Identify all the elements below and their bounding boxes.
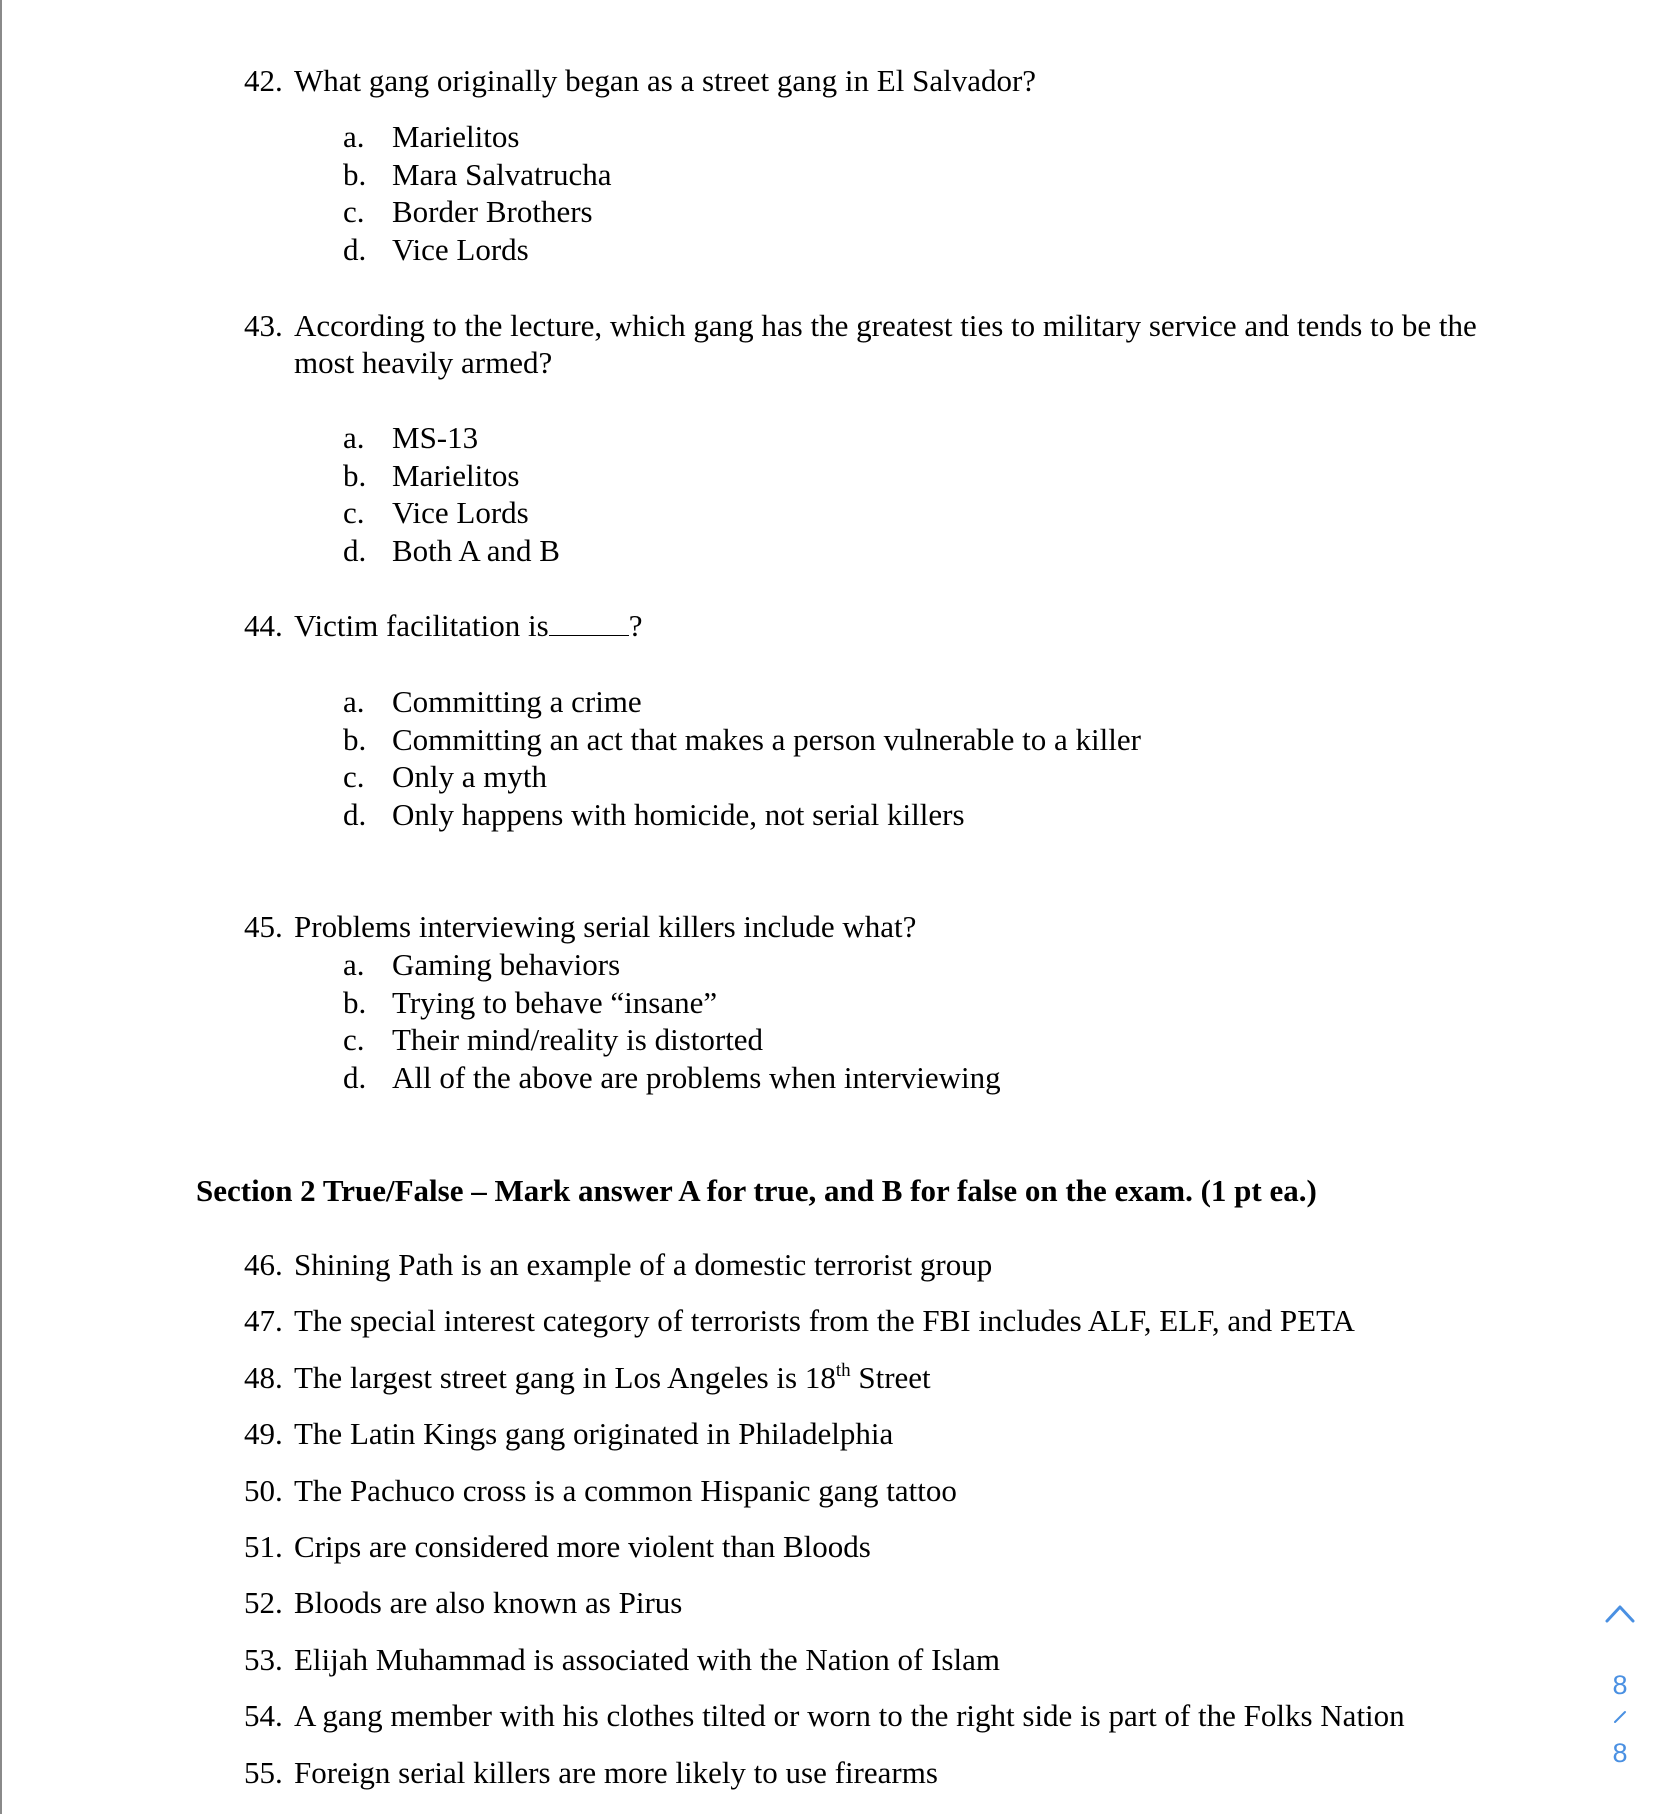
option-b bbox=[343, 721, 1141, 759]
total-page-number: 8 bbox=[1612, 1738, 1628, 1768]
page-indicator bbox=[1600, 1602, 1640, 1792]
question-number: 43. bbox=[244, 308, 283, 343]
option-text: Vice Lords bbox=[392, 495, 529, 531]
statement-51 bbox=[244, 1528, 1405, 1584]
page-up-button[interactable] bbox=[1604, 1602, 1636, 1624]
current-page-number: 8 bbox=[1612, 1670, 1628, 1700]
statement-number: 54. bbox=[244, 1698, 283, 1734]
question-number: 42. bbox=[244, 63, 283, 98]
statement-49 bbox=[244, 1415, 1405, 1471]
chevron-up-icon bbox=[1604, 1602, 1636, 1624]
option-text: Only happens with homicide, not serial killers bbox=[392, 797, 965, 833]
option-letter: d. bbox=[343, 232, 367, 268]
option-letter: b. bbox=[343, 156, 367, 192]
option-text: All of the above are problems when interviewing bbox=[392, 1060, 1001, 1096]
question-number: 45. bbox=[244, 909, 283, 944]
statement-text: Foreign serial killers are more likely to use firearms bbox=[294, 1754, 938, 1790]
statement-text: Shining Path is an example of a domestic terrorist group bbox=[294, 1247, 993, 1282]
option-text: Their mind/reality is distorted bbox=[392, 1022, 764, 1058]
option-letter: b. bbox=[343, 721, 367, 757]
option-b bbox=[343, 156, 611, 194]
option-c bbox=[343, 1021, 1001, 1059]
option-a bbox=[343, 946, 1001, 984]
statement-number: 51. bbox=[244, 1528, 283, 1564]
option-letter: a. bbox=[343, 947, 365, 982]
statement-number: 49. bbox=[244, 1416, 283, 1452]
option-text: Trying to behave “insane” bbox=[392, 984, 718, 1020]
question-44-options bbox=[343, 683, 1141, 834]
question-text-end: ? bbox=[628, 608, 643, 643]
question-text: What gang originally began as a street gang in El Salvador? bbox=[294, 63, 1037, 98]
statement-text: Elijah Muhammad is associated with the Nation of Islam bbox=[294, 1641, 1000, 1677]
question-number: 44. bbox=[244, 608, 283, 643]
option-a bbox=[343, 683, 1141, 721]
option-letter: c. bbox=[343, 495, 365, 531]
option-b bbox=[343, 457, 560, 495]
statement-46 bbox=[244, 1246, 1405, 1302]
question-43-options bbox=[343, 419, 560, 570]
option-text: Only a myth bbox=[392, 759, 547, 795]
statement-55 bbox=[244, 1754, 1405, 1810]
option-a bbox=[343, 419, 560, 457]
option-letter: d. bbox=[343, 1060, 367, 1096]
question-43 bbox=[244, 307, 1524, 381]
statement-52 bbox=[244, 1584, 1405, 1640]
statement-47 bbox=[244, 1302, 1405, 1358]
question-42-options bbox=[343, 118, 611, 269]
option-a bbox=[343, 118, 611, 156]
option-letter: b. bbox=[343, 457, 367, 493]
ordinal-superscript: th bbox=[835, 1359, 851, 1381]
page-left-border bbox=[0, 0, 2, 1814]
option-text: Gaming behaviors bbox=[392, 947, 621, 982]
section-2-heading: Section 2 True/False – Mark answer A for true, and B for false on the exam. (1 pt ea.) bbox=[196, 1173, 1317, 1208]
page-separator-slash bbox=[1613, 1710, 1627, 1724]
statement-text: The Latin Kings gang originated in Philadelphia bbox=[294, 1416, 894, 1452]
statement-text: The special interest category of terrorists from the FBI includes ALF, ELF, and PETA bbox=[294, 1303, 1355, 1339]
question-42 bbox=[244, 62, 1524, 99]
option-b bbox=[343, 984, 1001, 1022]
option-d bbox=[343, 796, 1141, 834]
question-45 bbox=[244, 908, 1524, 945]
option-letter: d. bbox=[343, 797, 367, 833]
true-false-list bbox=[244, 1246, 1405, 1810]
statement-text: A gang member with his clothes tilted or worn to the right side is part of the Folks Nation bbox=[294, 1698, 1405, 1734]
option-letter: c. bbox=[343, 1022, 365, 1058]
option-text: Both A and B bbox=[392, 533, 560, 569]
question-text: According to the lecture, which gang has the greatest ties to military service and tends to be the most heavily armed? bbox=[294, 308, 1477, 380]
statement-number: 47. bbox=[244, 1303, 283, 1339]
option-text: Vice Lords bbox=[392, 232, 529, 268]
statement-text: Bloods are also known as Pirus bbox=[294, 1585, 683, 1621]
option-text: Marielitos bbox=[392, 457, 520, 493]
option-text: Mara Salvatrucha bbox=[392, 156, 612, 192]
option-text: Committing a crime bbox=[392, 684, 642, 719]
question-text: Victim facilitation is bbox=[294, 608, 549, 643]
statement-53 bbox=[244, 1641, 1405, 1697]
statement-54 bbox=[244, 1697, 1405, 1753]
statement-50 bbox=[244, 1472, 1405, 1528]
question-45-options bbox=[343, 946, 1001, 1097]
option-c bbox=[343, 758, 1141, 796]
option-letter: c. bbox=[343, 759, 365, 795]
question-text: Problems interviewing serial killers include what? bbox=[294, 909, 917, 944]
option-letter: d. bbox=[343, 533, 367, 569]
statement-number: 46. bbox=[244, 1247, 283, 1282]
statement-number: 55. bbox=[244, 1754, 283, 1790]
option-c bbox=[343, 193, 611, 231]
option-text: Committing an act that makes a person vulnerable to a killer bbox=[392, 721, 1141, 757]
option-d bbox=[343, 532, 560, 570]
option-d bbox=[343, 231, 611, 269]
statement-number: 52. bbox=[244, 1585, 283, 1621]
statement-number: 50. bbox=[244, 1472, 283, 1508]
option-text: Border Brothers bbox=[392, 194, 593, 230]
option-letter: a. bbox=[343, 119, 365, 154]
statement-text: Crips are considered more violent than Bloods bbox=[294, 1528, 871, 1564]
question-44 bbox=[244, 607, 1524, 644]
option-letter: c. bbox=[343, 194, 365, 230]
statement-48 bbox=[244, 1359, 1405, 1415]
option-text: MS-13 bbox=[392, 420, 479, 455]
answer-blank bbox=[549, 609, 629, 636]
option-text: Marielitos bbox=[392, 119, 520, 154]
option-letter: a. bbox=[343, 684, 365, 719]
statement-number: 48. bbox=[244, 1359, 283, 1395]
statement-text: The Pachuco cross is a common Hispanic gang tattoo bbox=[294, 1472, 957, 1508]
option-c bbox=[343, 494, 560, 532]
option-letter: a. bbox=[343, 420, 365, 455]
statement-number: 53. bbox=[244, 1641, 283, 1677]
option-letter: b. bbox=[343, 984, 367, 1020]
option-d bbox=[343, 1059, 1001, 1097]
statement-text-end: Street bbox=[850, 1359, 931, 1395]
statement-text: The largest street gang in Los Angeles is 18 bbox=[294, 1359, 836, 1395]
